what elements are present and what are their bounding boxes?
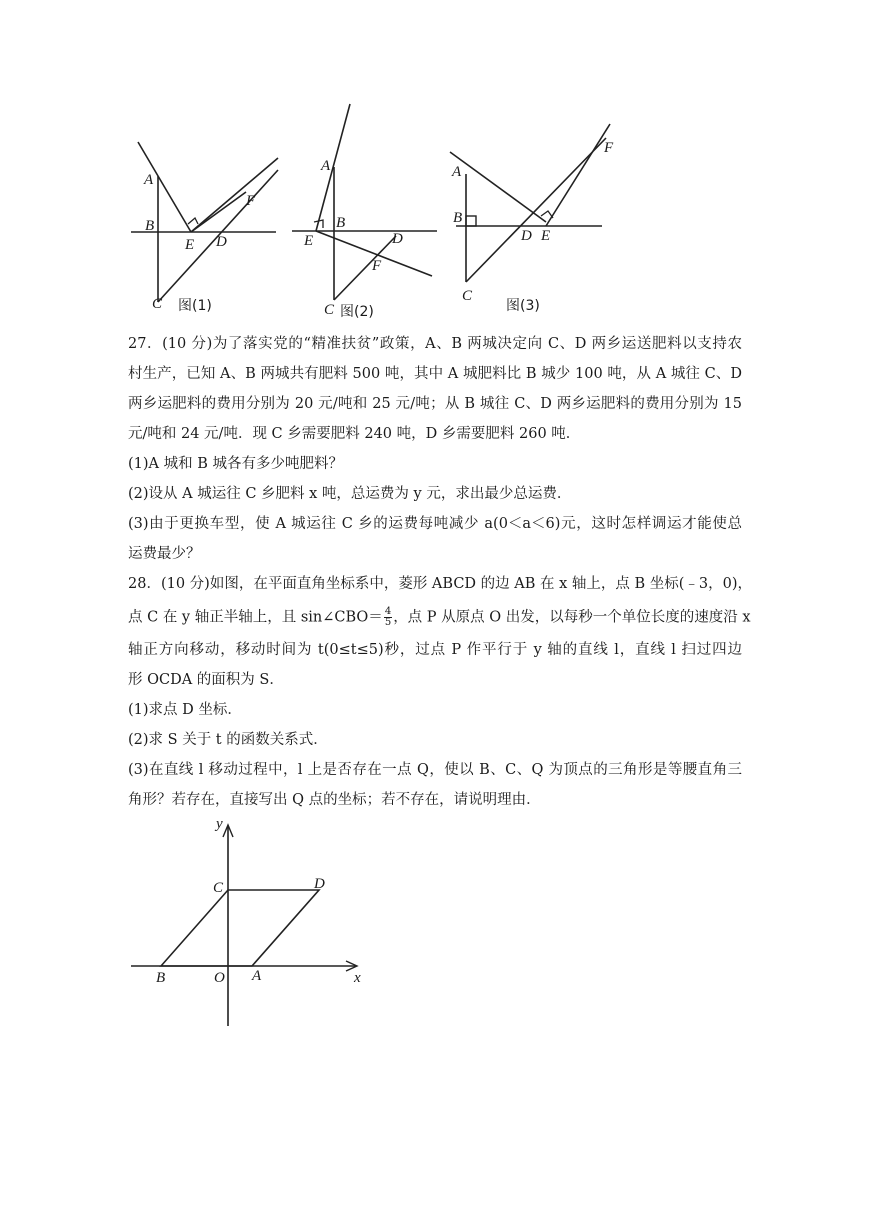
q28-line-2 xyxy=(128,607,751,628)
q28-sub-3b: 角形？若存在，直接写出 Q 点的坐标；若不存在，请说明理由． xyxy=(128,792,541,808)
label-o: O xyxy=(214,970,225,986)
label-c: C xyxy=(213,880,224,896)
figure-3-svg xyxy=(446,118,616,318)
fig3-label-d: D xyxy=(521,228,532,244)
fig3-line-ae xyxy=(450,152,546,222)
q27-sub-1: (1)A 城和 B 城各有多少吨肥料？ xyxy=(128,456,343,472)
label-y-axis: y xyxy=(216,816,223,832)
q27-line-3: 两乡运肥料的费用分别为 20 元/吨和 25 元/吨；从 B 城往 C、D 两乡运肥料的费用分别为 15 xyxy=(128,396,742,412)
label-x-axis: x xyxy=(354,970,361,986)
figure-2 xyxy=(290,100,440,320)
fig2-label-e: E xyxy=(304,233,314,249)
fig2-label-f: F xyxy=(372,258,382,274)
fraction-denominator: 5 xyxy=(384,617,392,628)
label-b: B xyxy=(156,970,166,986)
fig2-caption: 图(2) xyxy=(340,304,374,320)
q27-sub-2: (2)设从 A 城运往 C 乡肥料 x 吨，总运费为 y 元，求出最少总运费． xyxy=(128,486,572,502)
q28-sub-1: (1)求点 D 坐标． xyxy=(128,702,242,718)
fraction-numerator: 4 xyxy=(384,606,392,617)
q28-sub-3a: (3)在直线 l 移动过程中，l 上是否存在一点 Q，使以 B、C、Q 为顶点的三角形是等腰直角三 xyxy=(128,762,742,778)
fig3-label-e: E xyxy=(541,228,551,244)
fig2-label-c: C xyxy=(324,302,335,318)
fig3-line-cf xyxy=(466,138,606,282)
q27-sub-3b: 运费最少？ xyxy=(128,546,201,562)
fig3-right-angle-b xyxy=(466,216,476,226)
q28-line-1: 28．(10 分)如图，在平面直角坐标系中，菱形 ABCD 的边 AB 在 x 轴上，点 B 坐标(﹣3，0)， xyxy=(128,576,753,592)
fig1-label-c: C xyxy=(152,296,163,312)
figure-4-svg xyxy=(128,812,378,1032)
label-d: D xyxy=(314,876,325,892)
figure-1-svg xyxy=(128,136,288,326)
sin-fraction xyxy=(384,607,392,628)
fig1-caption: 图(1) xyxy=(178,298,212,314)
q27-line-4: 元/吨和 24 元/吨．现 C 乡需要肥料 240 吨，D 乡需要肥料 260 吨． xyxy=(128,426,581,442)
fig1-line-ef-ext xyxy=(191,158,278,232)
rhombus-abcd xyxy=(161,890,319,966)
fig3-label-c: C xyxy=(462,288,473,304)
q28-line-3: 轴正方向移动，移动时间为 t(0≤t≤5)秒，过点 P 作平行于 y 轴的直线 l，直线 l 扫过四边 xyxy=(128,642,742,658)
fig3-label-f: F xyxy=(604,140,614,156)
fig1-label-f: F xyxy=(246,193,256,209)
figure-1 xyxy=(128,136,288,326)
fig1-label-b: B xyxy=(145,218,155,234)
q28-line-2-post: ，点 P 从原点 O 出发，以每秒一个单位长度的速度沿 x xyxy=(393,609,751,626)
fig2-line-cd xyxy=(334,236,396,300)
fig3-caption: 图(3) xyxy=(506,298,540,314)
q28-sub-2: (2)求 S 关于 t 的函数关系式． xyxy=(128,732,328,748)
fig2-label-b: B xyxy=(336,215,346,231)
fig3-label-a: A xyxy=(452,164,462,180)
q28-line-4: 形 OCDA 的面积为 S． xyxy=(128,672,284,688)
fig1-label-e: E xyxy=(185,237,195,253)
fig1-label-d: D xyxy=(216,234,227,250)
fig2-label-a: A xyxy=(321,158,331,174)
figure-4 xyxy=(128,812,378,1032)
figure-2-svg xyxy=(290,100,440,320)
figure-3 xyxy=(446,118,616,318)
q28-line-2-pre: 点 C 在 y 轴正半轴上，且 sin∠CBO＝ xyxy=(128,609,383,626)
q27-line-1: 27．(10 分)为了落实党的“精准扶贫”政策，A、B 两城决定向 C、D 两乡运送肥料以支持农 xyxy=(128,336,742,352)
label-a: A xyxy=(252,968,262,984)
fig3-line-ef xyxy=(546,124,610,226)
fig1-right-angle-e xyxy=(188,218,198,224)
q27-line-2: 村生产，已知 A、B 两城共有肥料 500 吨，其中 A 城肥料比 B 城少 100 吨，从 A 城往 C、D xyxy=(128,366,742,382)
q27-sub-3a: (3)由于更换车型，使 A 城运往 C 乡的运费每吨减少 a(0＜a＜6)元，这时怎样调运才能使总 xyxy=(128,516,742,532)
fig2-label-d: D xyxy=(392,231,403,247)
fig1-label-a: A xyxy=(144,172,154,188)
fig3-label-b: B xyxy=(453,210,463,226)
